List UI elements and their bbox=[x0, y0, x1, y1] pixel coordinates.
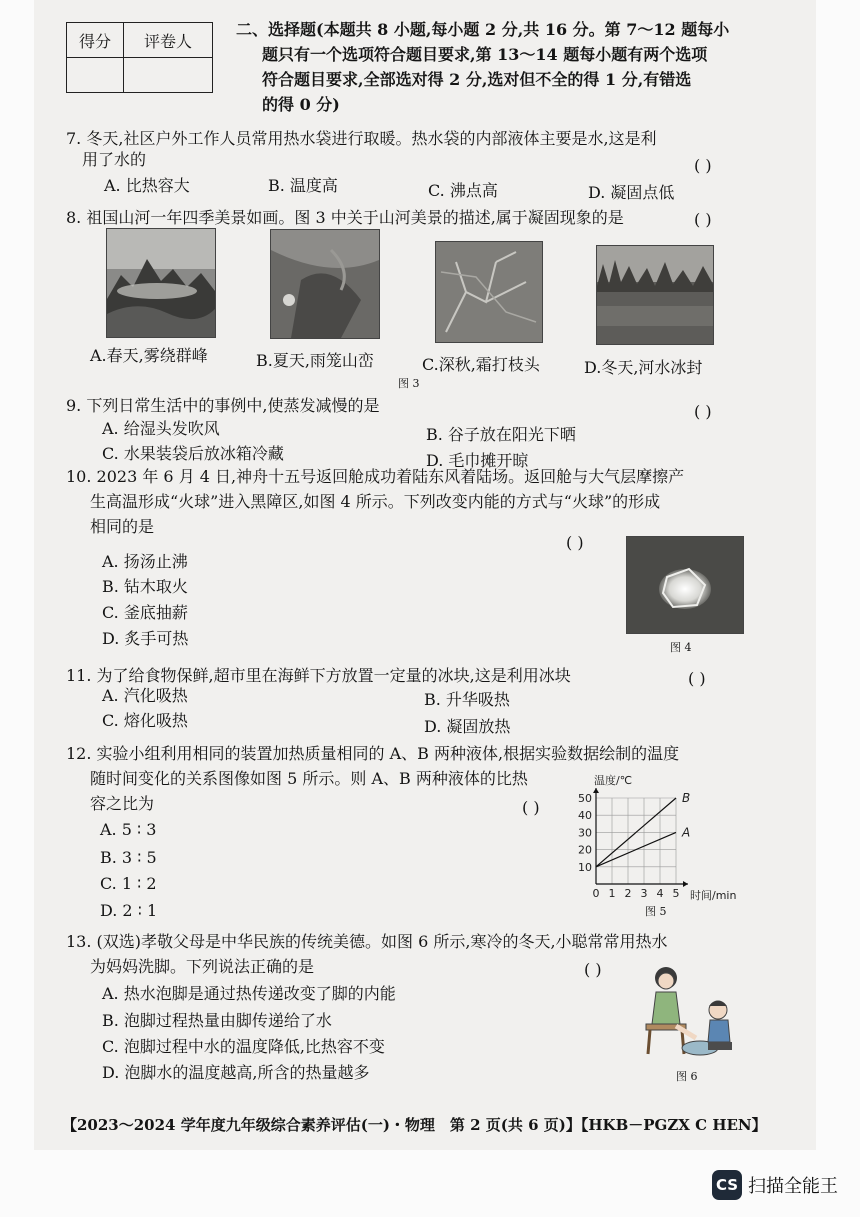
q13-option-c: C. 泡脚过程中水的温度降低,比热容不变 bbox=[102, 1037, 385, 1056]
fig3-caption: 图 3 bbox=[398, 377, 420, 390]
foot-washing-illustration bbox=[640, 962, 742, 1060]
series-label-A: A bbox=[682, 825, 691, 840]
x-tick-label: 5 bbox=[672, 887, 680, 900]
q11-option-b: B. 升华吸热 bbox=[424, 690, 510, 709]
q9-option-a: A. 给湿头发吹风 bbox=[102, 419, 220, 438]
q11-answer-paren: ( ) bbox=[688, 669, 706, 688]
q10-option-d: D. 炙手可热 bbox=[102, 629, 189, 648]
q9-option-c: C. 水果装袋后放冰箱冷藏 bbox=[102, 444, 284, 463]
frozen-river-photo bbox=[596, 245, 714, 345]
q11-option-a: A. 汽化吸热 bbox=[102, 686, 188, 705]
q10-option-a: A. 扬汤止沸 bbox=[102, 552, 188, 571]
q8-option-c: C.深秋,霜打枝头 bbox=[422, 355, 540, 374]
grader-cell bbox=[124, 58, 213, 93]
camscanner-logo-icon: CS bbox=[712, 1170, 742, 1200]
score-box bbox=[66, 22, 213, 93]
q12-option-c: C. 1 ∶ 2 bbox=[100, 874, 157, 893]
frost-branch-photo bbox=[435, 241, 543, 343]
q11-option-c: C. 熔化吸热 bbox=[102, 711, 188, 730]
q12-stem-line1: 12. 实验小组利用相同的装置加热质量相同的 A、B 两种液体,根据实验数据绘制的温度 bbox=[66, 744, 680, 763]
y-axis-label: 温度/℃ bbox=[594, 774, 633, 787]
q7-stem-line2: 用了水的 bbox=[82, 150, 147, 169]
section-header-line4: 的得 0 分) bbox=[262, 95, 340, 114]
q12-option-b: B. 3 ∶ 5 bbox=[100, 848, 157, 867]
q10-stem-line1: 10. 2023 年 6 月 4 日,神舟十五号返回舱成功着陆东风着陆场。返回舱与大气层摩擦产 bbox=[66, 467, 685, 486]
q13-answer-paren: ( ) bbox=[584, 960, 602, 979]
q12-stem-line2: 随时间变化的关系图像如图 5 所示。则 A、B 两种液体的比热 bbox=[90, 769, 528, 788]
q10-answer-paren: ( ) bbox=[566, 533, 584, 552]
page-footer: 【2023～2024 学年度九年级综合素养评估(一)・物理 第 2 页(共 6 页)】【HKB－PGZX C HEN】 bbox=[62, 1116, 767, 1134]
camscanner-logo-text: 扫描全能王 bbox=[748, 1176, 838, 1197]
q7-option-b: B. 温度高 bbox=[268, 176, 338, 195]
q13-option-b: B. 泡脚过程热量由脚传递给了水 bbox=[102, 1011, 332, 1030]
q12-answer-paren: ( ) bbox=[522, 798, 540, 817]
y-axis-arrow bbox=[593, 788, 599, 793]
q13-option-a: A. 热水泡脚是通过热传递改变了脚的内能 bbox=[102, 984, 396, 1003]
q9-answer-paren: ( ) bbox=[694, 402, 712, 421]
q11-stem: 11. 为了给食物保鲜,超市里在海鲜下方放置一定量的冰块,这是利用冰块 bbox=[66, 666, 571, 685]
q8-option-a: A.春天,雾绕群峰 bbox=[90, 346, 208, 365]
x-axis-arrow bbox=[683, 881, 688, 887]
grader-label: 评卷人 bbox=[124, 23, 213, 58]
q8-answer-paren: ( ) bbox=[694, 210, 712, 229]
fig5-caption: 图 5 bbox=[645, 905, 667, 918]
x-tick-label: 0 bbox=[592, 887, 600, 900]
q10-stem-line3: 相同的是 bbox=[90, 517, 155, 536]
score-cell bbox=[67, 58, 124, 93]
q7-stem-line1: 7. 冬天,社区户外工作人员常用热水袋进行取暖。热水袋的内部液体主要是水,这是利 bbox=[66, 129, 657, 148]
q9-option-b: B. 谷子放在阳光下晒 bbox=[426, 425, 576, 444]
fireball-photo bbox=[626, 536, 744, 634]
x-tick-label: 4 bbox=[656, 887, 664, 900]
score-label: 得分 bbox=[67, 23, 124, 58]
mist-peaks-photo bbox=[106, 228, 216, 338]
q7-option-d: D. 凝固点低 bbox=[588, 183, 675, 202]
q10-option-b: B. 钻木取火 bbox=[102, 577, 188, 596]
q9-stem: 9. 下列日常生活中的事例中,使蒸发减慢的是 bbox=[66, 396, 380, 415]
fig4-caption: 图 4 bbox=[670, 641, 692, 654]
q10-option-c: C. 釜底抽薪 bbox=[102, 603, 188, 622]
x-tick-label: 1 bbox=[608, 887, 616, 900]
x-tick-label: 3 bbox=[640, 887, 648, 900]
fig5-temperature-chart bbox=[568, 770, 748, 902]
section-header-line2: 题只有一个选项符合题目要求,第 13～14 题每小题有两个选项 bbox=[262, 45, 708, 64]
section-header-line3: 符合题目要求,全部选对得 2 分,选对但不全的得 1 分,有错选 bbox=[262, 70, 692, 89]
y-tick-label: 40 bbox=[578, 809, 592, 823]
series-label-B: B bbox=[682, 791, 691, 805]
q12-stem-line3: 容之比为 bbox=[90, 794, 155, 813]
y-tick-label: 50 bbox=[578, 792, 592, 805]
q9-option-d: D. 毛巾摊开晾 bbox=[426, 451, 529, 470]
y-tick-label: 30 bbox=[578, 826, 592, 840]
y-tick-label: 10 bbox=[578, 860, 592, 874]
q8-option-d: D.冬天,河水冰封 bbox=[584, 358, 703, 377]
q7-option-c: C. 沸点高 bbox=[428, 181, 498, 200]
q13-option-d: D. 泡脚水的温度越高,所含的热量越多 bbox=[102, 1063, 370, 1082]
q11-option-d: D. 凝固放热 bbox=[424, 717, 511, 736]
x-axis-label: 时间/min bbox=[690, 889, 737, 902]
q12-option-d: D. 2 ∶ 1 bbox=[100, 901, 158, 920]
fig6-caption: 图 6 bbox=[676, 1070, 698, 1083]
q12-option-a: A. 5 ∶ 3 bbox=[100, 820, 157, 839]
y-tick-label: 20 bbox=[578, 843, 592, 857]
rain-mountain-photo bbox=[270, 229, 380, 339]
q7-option-a: A. 比热容大 bbox=[104, 176, 190, 195]
x-tick-label: 2 bbox=[624, 887, 632, 900]
section-header-line1: 二、选择题(本题共 8 小题,每小题 2 分,共 16 分。第 7～12 题每小 bbox=[236, 20, 730, 39]
q13-stem-line2: 为妈妈洗脚。下列说法正确的是 bbox=[90, 957, 315, 976]
q8-stem: 8. 祖国山河一年四季美景如画。图 3 中关于山河美景的描述,属于凝固现象的是 bbox=[66, 208, 624, 227]
camscanner-watermark bbox=[712, 1170, 838, 1200]
q7-answer-paren: ( ) bbox=[694, 156, 712, 175]
q13-stem-line1: 13. (双选)孝敬父母是中华民族的传统美德。如图 6 所示,寒冷的冬天,小聪常常用热水 bbox=[66, 932, 668, 951]
q10-stem-line2: 生高温形成“火球”进入黑障区,如图 4 所示。下列改变内能的方式与“火球”的形成 bbox=[90, 492, 661, 511]
q8-option-b: B.夏天,雨笼山峦 bbox=[256, 351, 374, 370]
